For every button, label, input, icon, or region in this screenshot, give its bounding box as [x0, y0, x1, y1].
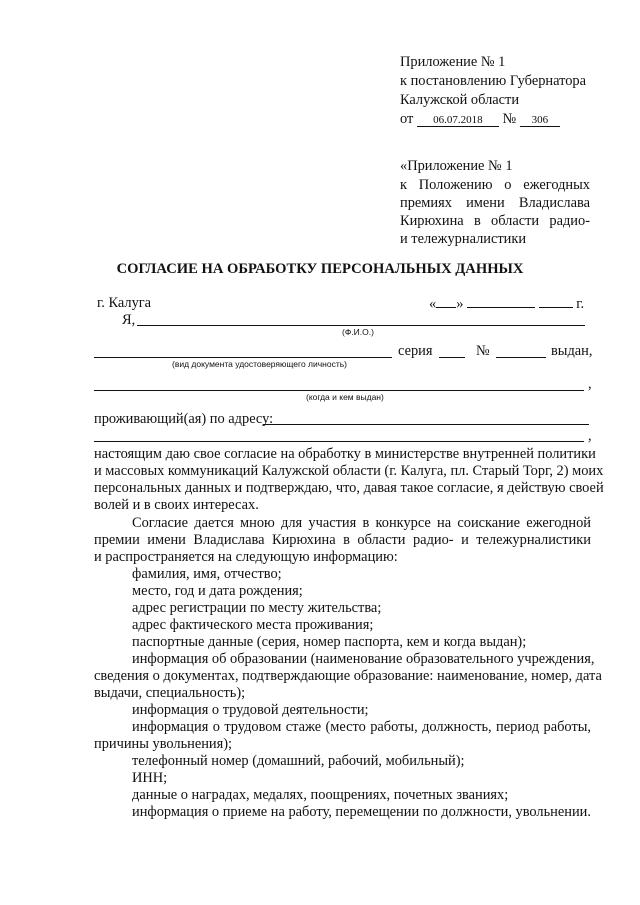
consent-line-2: и массовых коммуникаций Калужской области (г. Калуга, пл. Старый Торг, 2) моих: [94, 463, 604, 479]
comma-1: ,: [588, 376, 592, 392]
series-line[interactable]: [439, 357, 465, 358]
decree-date: 06.07.2018: [417, 114, 499, 127]
date-quote-close: »: [456, 296, 464, 312]
consent-line-4: волей и в своих интересах.: [94, 497, 259, 513]
experience-line-1: информация о трудовом стаже (место работы, должность, период работы,: [132, 719, 591, 735]
annex-title: Приложение № 1: [400, 54, 506, 70]
education-line-3: выдачи, специальность);: [94, 685, 246, 701]
purpose-line-3: и распространяется на следующую информацию:: [94, 549, 398, 565]
list-item: телефонный номер (домашний, рабочий, мобильный);: [132, 753, 465, 769]
list-item: информация о трудовой деятельности;: [132, 702, 369, 718]
series-label: серия: [398, 343, 433, 359]
experience-line-2: причины увольнения);: [94, 736, 233, 752]
city: г. Калуга: [97, 295, 152, 311]
list-item: адрес регистрации по месту жительства;: [132, 600, 382, 616]
fio-line[interactable]: [137, 325, 585, 326]
education-line-1: информация об образовании (наименование образовательного учреждения,: [132, 651, 595, 667]
list-item: адрес фактического места проживания;: [132, 617, 374, 633]
ya-label: Я,: [122, 312, 136, 328]
annex-date-number: [400, 110, 560, 129]
annex2-line5: и тележурналистики: [400, 231, 527, 247]
doc-caption: (вид документа удостоверяющего личность): [172, 359, 347, 369]
issued-label: выдан,: [551, 343, 593, 359]
doc-number-label: №: [476, 343, 490, 359]
annex2-title: «Приложение № 1: [400, 158, 513, 174]
from-label: от: [400, 111, 414, 127]
list-item: данные о наградах, медалях, поощрениях, почетных званиях;: [132, 787, 509, 803]
year-blank[interactable]: [539, 295, 573, 308]
list-item: ИНН;: [132, 770, 168, 786]
date-quote-open: «: [429, 296, 437, 312]
comma-2: ,: [588, 428, 592, 444]
doc-number-line[interactable]: [496, 357, 546, 358]
decree-number: 306: [520, 114, 560, 127]
address-line-1[interactable]: [263, 424, 589, 425]
education-line-2: сведения о документах, подтверждающие образование: наименование, номер, дата: [94, 668, 602, 684]
fio-caption: (Ф.И.О.): [342, 327, 374, 337]
annex2-line3: премиях имени Владислава: [400, 195, 590, 211]
when-caption: (когда и кем выдан): [306, 392, 384, 402]
issued-by-line[interactable]: [94, 390, 584, 391]
month-blank[interactable]: [467, 295, 535, 308]
purpose-line-2: премии имени Владислава Кирюхина в области радио- и тележурналистики: [94, 532, 591, 548]
date-field[interactable]: [429, 295, 584, 313]
list-item: фамилия, имя, отчество;: [132, 566, 282, 582]
annex2-line4: Кирюхина в области радио-: [400, 213, 590, 229]
page-title: СОГЛАСИЕ НА ОБРАБОТКУ ПЕРСОНАЛЬНЫХ ДАННЫХ: [116, 261, 524, 277]
list-item: паспортные данные (серия, номер паспорта, кем и когда выдан);: [132, 634, 527, 650]
annex-region: Калужской области: [400, 92, 520, 108]
consent-line-1: настоящим даю свое согласие на обработку в министерстве внутренней политики: [94, 446, 596, 462]
consent-line-3: персональных данных и подтверждаю, что, давая такое согласие, я действую своей: [94, 480, 604, 496]
address-label: проживающий(ая) по адресу:: [94, 411, 274, 427]
purpose-line-1: Согласие дается мною для участия в конкурсе на соискание ежегодной: [132, 515, 591, 531]
decree-number-label: №: [502, 111, 517, 127]
list-item: информация о приеме на работу, перемещении по должности, увольнении.: [132, 804, 591, 820]
annex-decree-ref: к постановлению Губернатора: [400, 73, 586, 89]
list-item: место, год и дата рождения;: [132, 583, 303, 599]
year-suffix: г.: [576, 296, 585, 312]
address-line-2[interactable]: [94, 441, 584, 442]
doc-type-line[interactable]: [94, 357, 392, 358]
day-blank[interactable]: [436, 295, 456, 308]
annex2-line2: к Положению о ежегодных: [400, 177, 590, 193]
